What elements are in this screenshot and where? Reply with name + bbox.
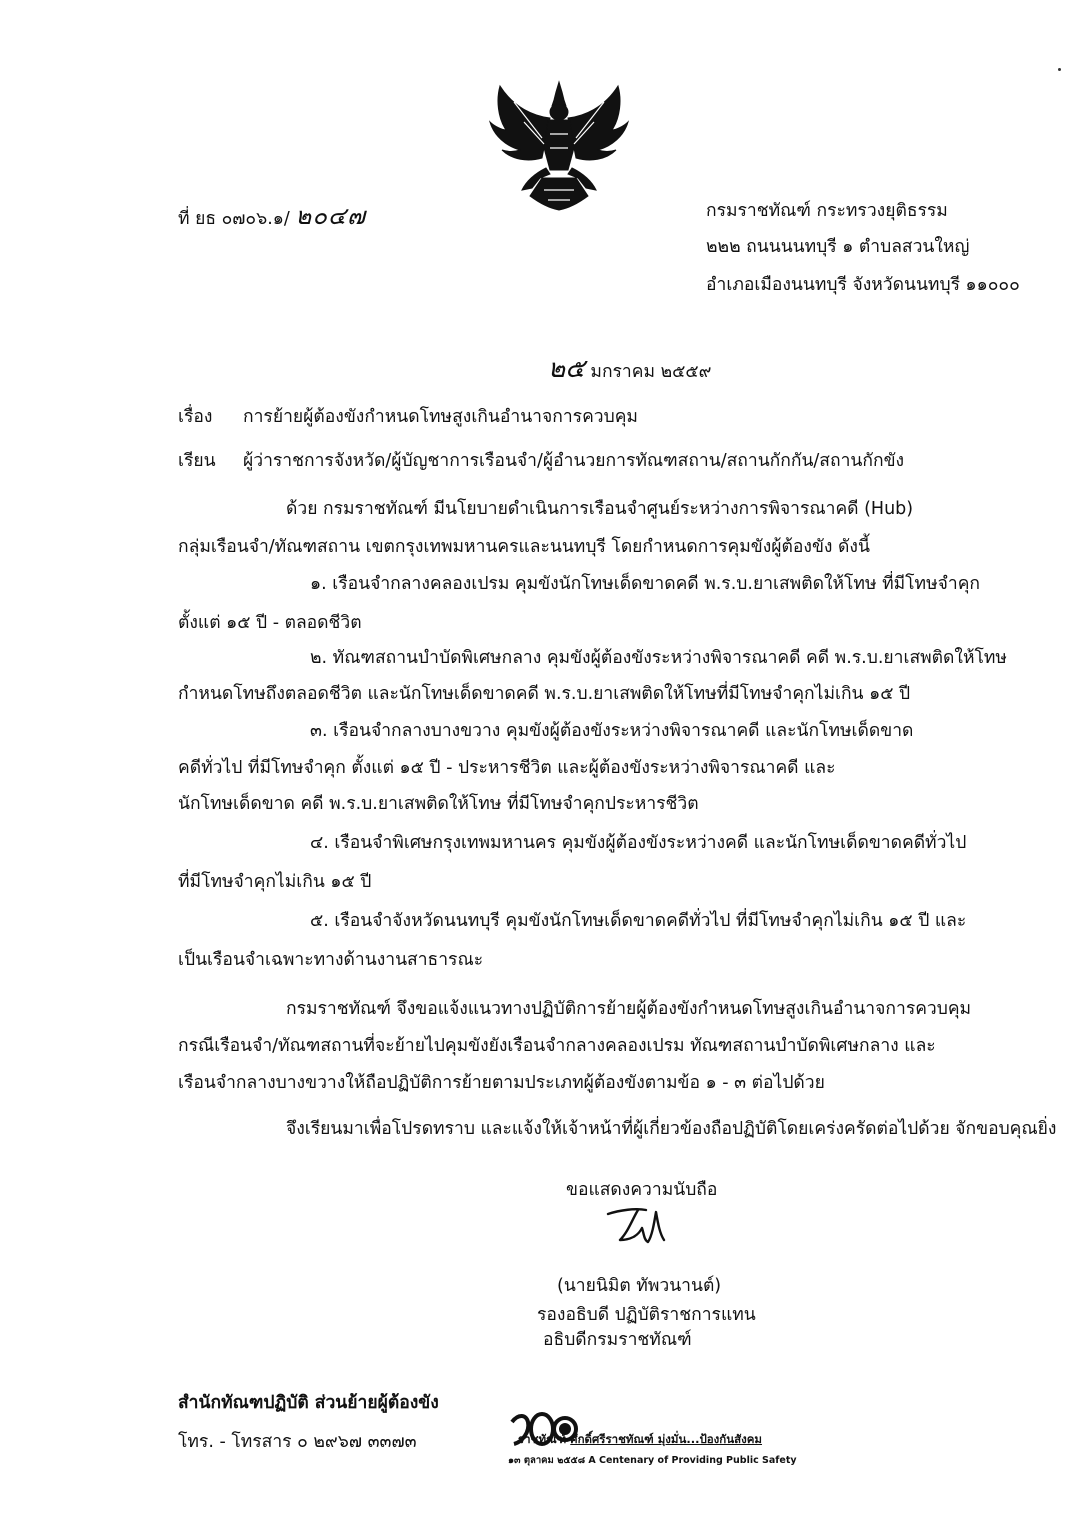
recipient-value: ผู้ว่าราชการจังหวัด/ผู้บัญชาการเรือนจำ/ผู้อำนวยการทัณฑสถาน/สถานกักกัน/สถานกักขัง	[243, 451, 905, 471]
address-line-1: กรมราชทัณฑ์ กระทรวงยุติธรรม	[706, 201, 948, 221]
body-line: จึงเรียนมาเพื่อโปรดทราบ และแจ้งให้เจ้าหน้าที่ผู้เกี่ยวข้องถือปฏิบัติโดยเคร่งครัดต่อไปด้วย จักขอบคุณยิ่ง	[286, 1119, 1057, 1139]
date-handwritten-day: ๒๕	[548, 354, 585, 384]
body-line: คดีทั่วไป ที่มีโทษจำคุก ตั้งแต่ ๑๕ ปี - ประหารชีวิต และผู้ต้องขังระหว่างพิจารณาคดี และ	[178, 758, 836, 778]
centenary-caption	[518, 1431, 762, 1449]
handwritten-signature	[600, 1200, 680, 1250]
signer-name: (นายนิมิต ทัพวนานต์)	[557, 1276, 722, 1296]
body-line: ๓. เรือนจำกลางบางขวาง คุมขังผู้ต้องขังระหว่างพิจารณาคดี และนักโทษเด็ดขาด	[310, 721, 914, 741]
body-line: นักโทษเด็ดขาด คดี พ.ร.บ.ยาเสพติดให้โทษ ที่มีโทษจำคุกประหารชีวิต	[178, 794, 699, 814]
contact-phone: โทร. - โทรสาร ๐ ๒๙๖๗ ๓๓๗๓	[178, 1432, 417, 1452]
body-line: ด้วย กรมราชทัณฑ์ มีนโยบายดำเนินการเรือนจำศูนย์ระหว่างการพิจารณาคดี (Hub)	[286, 499, 914, 519]
scan-speck	[1058, 68, 1061, 71]
recipient-label: เรียน	[178, 451, 216, 471]
body-line: ที่มีโทษจำคุกไม่เกิน ๑๕ ปี	[178, 872, 372, 892]
reference-number	[178, 196, 366, 235]
centenary-motto: ศักดิ์ศรีราชทัณฑ์ มุ่งมั่น...ป้องกันสังคม	[570, 1432, 763, 1446]
body-line: ๑. เรือนจำกลางคลองเปรม คุมขังนักโทษเด็ดขาดคดี พ.ร.บ.ยาเสพติดให้โทษ ที่มีโทษจำคุก	[310, 574, 980, 594]
closing-salutation: ขอแสดงความนับถือ	[566, 1180, 718, 1200]
centenary-date: ๑๓ ตุลาคม ๒๕๕๘ A Centenary of Providing Public Safety	[508, 1455, 797, 1466]
issuing-office: สำนักทัณฑปฏิบัติ ส่วนย้ายผู้ต้องขัง	[178, 1393, 439, 1413]
body-line: เรือนจำกลางบางขวางให้ถือปฏิบัติการย้ายตามประเภทผู้ต้องขังตามข้อ ๑ - ๓ ต่อไปด้วย	[178, 1073, 825, 1093]
address-line-3: อำเภอเมืองนนทบุรี จังหวัดนนทบุรี ๑๑๐๐๐	[706, 275, 1020, 295]
signer-title: อธิบดีกรมราชทัณฑ์	[543, 1330, 692, 1350]
body-line: เป็นเรือนจำเฉพาะทางด้านงานสาธารณะ	[178, 950, 484, 970]
letter-date	[548, 348, 711, 389]
body-line: กรณีเรือนจำ/ทัณฑสถานที่จะย้ายไปคุมขังยังเรือนจำกลางคลองเปรม ทัณฑสถานบำบัดพิเศษกลาง และ	[178, 1036, 936, 1056]
body-line: กรมราชทัณฑ์ จึงขอแจ้งแนวทางปฏิบัติการย้ายผู้ต้องขังกำหนดโทษสูงเกินอำนาจการควบคุม	[286, 999, 972, 1019]
body-line: ตั้งแต่ ๑๕ ปี - ตลอดชีวิต	[178, 613, 362, 633]
body-line: ๕. เรือนจำจังหวัดนนทบุรี คุมขังนักโทษเด็ดขาดคดีทั่วไป ที่มีโทษจำคุกไม่เกิน ๑๕ ปี และ	[310, 911, 967, 931]
signer-title: รองอธิบดี ปฏิบัติราชการแทน	[537, 1305, 756, 1325]
body-line: กลุ่มเรือนจำ/ทัณฑสถาน เขตกรุงเทพมหานครและนนทบุรี โดยกำหนดการคุมขังผู้ต้องขัง ดังนี้	[178, 537, 870, 557]
reference-prefix: ที่ ยธ ๐๗๐๖.๑/	[178, 209, 290, 229]
body-line: ๔. เรือนจำพิเศษกรุงเทพมหานคร คุมขังผู้ต้องขังระหว่างคดี และนักโทษเด็ดขาดคดีทั่วไป	[310, 833, 967, 853]
body-line: กำหนดโทษถึงตลอดชีวิต และนักโทษเด็ดขาดคดี พ.ร.บ.ยาเสพติดให้โทษที่มีโทษจำคุกไม่เกิน ๑๕ ปี	[178, 684, 911, 704]
body-line: ๒. ทัณฑสถานบำบัดพิเศษกลาง คุมขังผู้ต้องขังระหว่างพิจารณาคดี คดี พ.ร.บ.ยาเสพติดให้โทษ	[310, 648, 1007, 668]
date-month-year: มกราคม ๒๕๕๙	[590, 362, 712, 382]
subject-label: เรื่อง	[178, 407, 213, 427]
centenary-name: ราชทัณฑ์	[518, 1432, 567, 1446]
reference-handwritten-number: ๒๐๔๗	[295, 202, 367, 230]
subject-value: การย้ายผู้ต้องขังกำหนดโทษสูงเกินอำนาจการควบคุม	[243, 407, 638, 427]
garuda-emblem-icon	[484, 78, 634, 214]
address-line-2: ๒๒๒ ถนนนนทบุรี ๑ ตำบลสวนใหญ่	[706, 237, 970, 257]
